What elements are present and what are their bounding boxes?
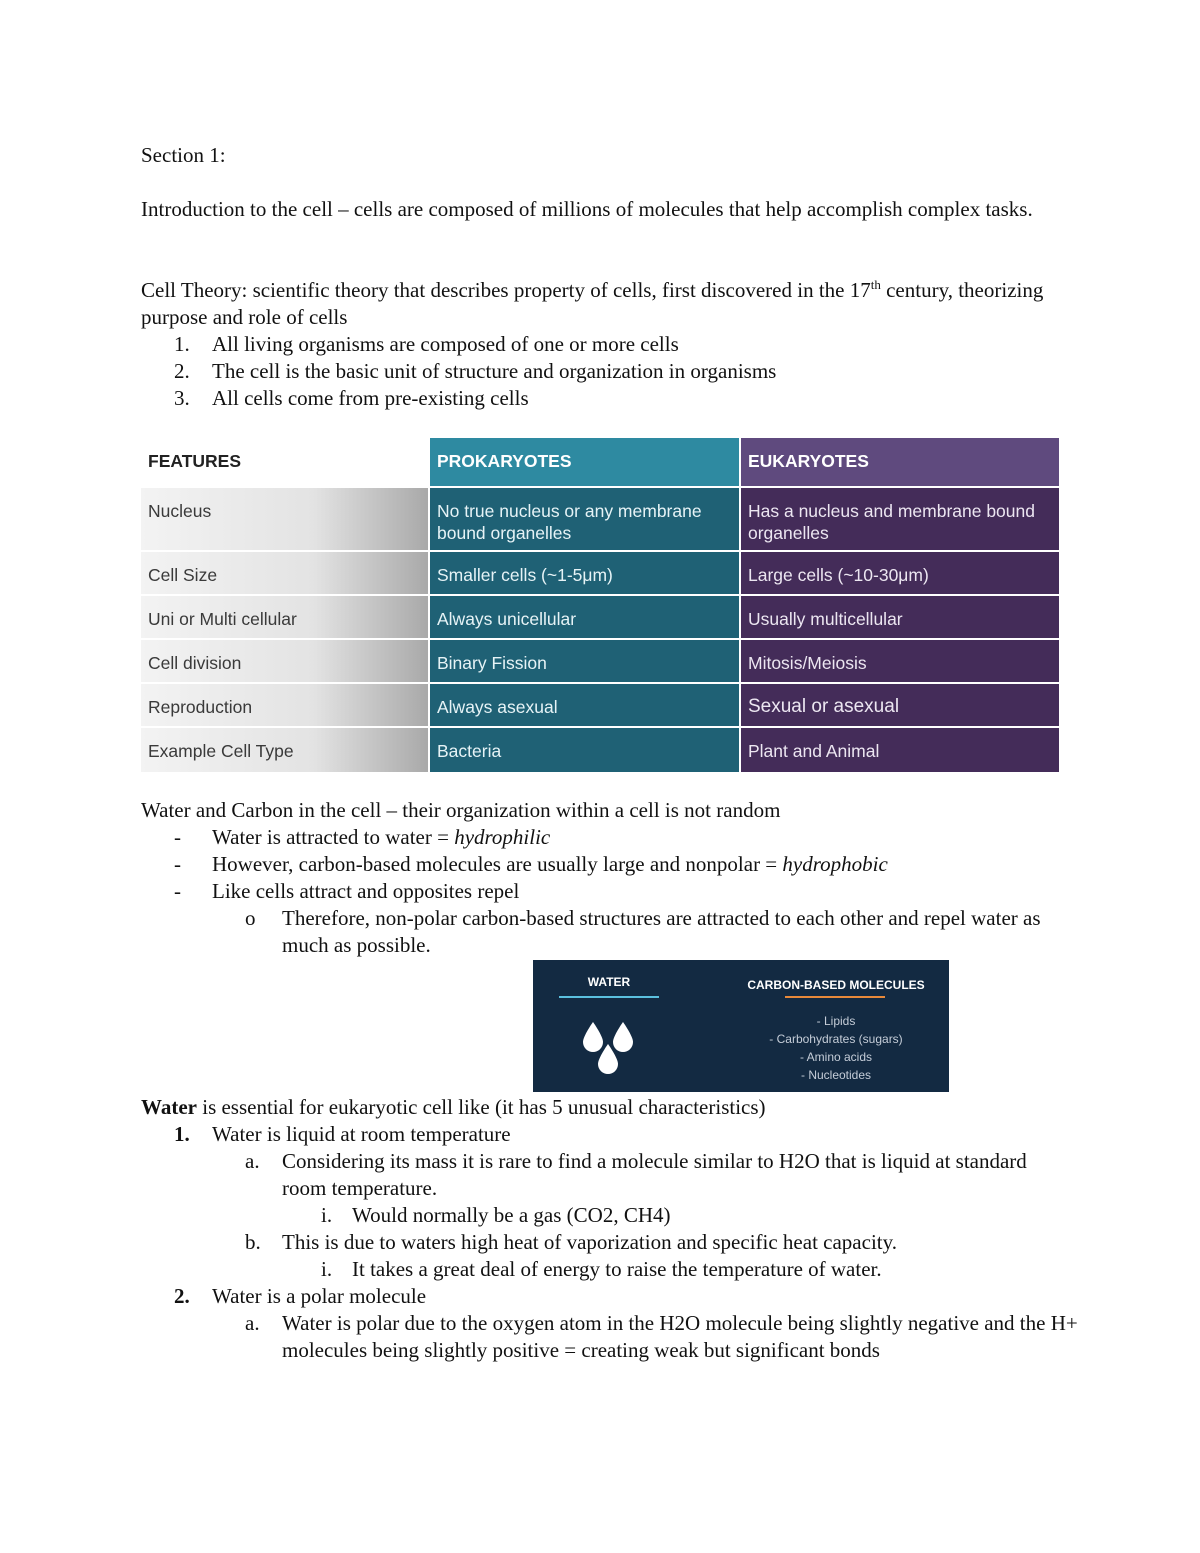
table-row — [141, 551, 1059, 595]
list-marker: b. — [245, 1230, 261, 1254]
water-point-text: Water is a polar molecule — [212, 1284, 427, 1308]
figure-molecule-list — [736, 1012, 936, 1084]
cell-theory-item-text: All cells come from pre-existing cells — [212, 386, 529, 410]
table-cell-feature: Reproduction — [141, 683, 429, 727]
list-marker: 3. — [174, 386, 190, 410]
figure-carbon-underline — [785, 996, 885, 998]
water-carbon-figure — [533, 960, 949, 1092]
table-header-features: FEATURES — [141, 438, 429, 487]
water-subpoint — [141, 1229, 1059, 1256]
water-subpoint — [141, 1148, 1059, 1202]
figure-water-underline — [559, 996, 659, 998]
water-point — [141, 1283, 1059, 1310]
water-carbon-block — [141, 797, 1059, 959]
cell-theory-text-a: Cell Theory: scientific theory that describes property of cells, first discovered in the 17 — [141, 278, 871, 302]
table-cell-prokaryote: Bacteria — [429, 727, 740, 773]
section-title: Section 1: — [141, 143, 226, 167]
figure-molecule-item: - Lipids — [816, 1014, 856, 1028]
list-marker: 2. — [174, 1284, 190, 1308]
bullet-text: Water is attracted to water = — [212, 825, 455, 849]
water-carbon-heading: Water and Carbon in the cell – their organization within a cell is not random — [141, 798, 781, 822]
table-cell-eukaryote: Sexual or asexual — [740, 683, 1059, 727]
water-subpoint-text: Water is polar due to the oxygen atom in the H2O molecule being slightly negative and the H+ molecules being slightly positive = creating weak but significant bonds — [282, 1311, 1078, 1362]
dash-marker: - — [174, 852, 181, 876]
table-cell-eukaryote: Mitosis/Meiosis — [740, 639, 1059, 683]
water-subpoint-text: Considering its mass it is rare to find a molecule similar to H2O that is liquid at standard room temperature. — [282, 1149, 1027, 1200]
cell-theory-text-b: century, theorizing purpose and role of cells — [141, 278, 1044, 329]
list-marker: a. — [245, 1149, 260, 1173]
list-marker: 1. — [174, 1122, 190, 1146]
table-cell-feature: Cell division — [141, 639, 429, 683]
water-subpoint-text: This is due to waters high heat of vaporization and specific heat capacity. — [282, 1230, 897, 1254]
table-cell-prokaryote: Binary Fission — [429, 639, 740, 683]
water-subsubpoint — [141, 1256, 1059, 1283]
water-subsubpoint — [141, 1202, 1059, 1229]
cell-theory-block — [141, 277, 1059, 412]
table-row — [141, 595, 1059, 639]
figure-molecule-item: - Nucleotides — [800, 1068, 872, 1082]
bullet-text: Like cells attract and opposites repel — [212, 879, 520, 903]
table-cell-prokaryote: Smaller cells (~1-5μm) — [429, 551, 740, 595]
figure-water-label: WATER — [587, 975, 631, 989]
bullet-item — [141, 824, 1059, 851]
dash-marker: - — [174, 825, 181, 849]
water-lead-paragraph — [141, 1094, 1059, 1121]
table-cell-feature: Example Cell Type — [141, 727, 429, 773]
comparison-table — [141, 438, 1059, 774]
table-cell-eukaryote: Usually multicellular — [740, 595, 1059, 639]
list-marker: i. — [321, 1257, 333, 1281]
cell-theory-item-text: The cell is the basic unit of structure and organization in organisms — [212, 359, 777, 383]
table-cell-feature: Uni or Multi cellular — [141, 595, 429, 639]
list-marker: 1. — [174, 332, 190, 356]
dash-marker: - — [174, 879, 181, 903]
list-marker: 2. — [174, 359, 190, 383]
water-subsubpoint-text: Would normally be a gas (CO2, CH4) — [352, 1203, 671, 1227]
figure-molecule-item: - Amino acids — [799, 1050, 873, 1064]
table-cell-feature: Cell Size — [141, 551, 429, 595]
figure-carbon-label: CARBON-BASED MOLECULES — [747, 978, 925, 992]
cell-theory-item — [141, 331, 1059, 358]
water-point — [141, 1121, 1059, 1148]
table-row — [141, 727, 1059, 773]
table-header-eukaryotes: EUKARYOTES — [740, 438, 1059, 487]
sub-bullet-text: Therefore, non-polar carbon-based structures are attracted to each other and repel water as much as possible. — [282, 906, 1041, 957]
cell-theory-item — [141, 385, 1059, 412]
table-header-prokaryotes: PROKARYOTES — [429, 438, 740, 487]
table-header-row — [141, 438, 1059, 487]
cell-theory-item — [141, 358, 1059, 385]
table-cell-feature: Nucleus — [141, 487, 429, 551]
list-marker: a. — [245, 1311, 260, 1335]
table-cell-prokaryote: Always unicellular — [429, 595, 740, 639]
circle-marker: o — [245, 906, 256, 930]
water-subsubpoint-text: It takes a great deal of energy to raise the temperature of water. — [352, 1257, 882, 1281]
cell-theory-sup: th — [870, 277, 881, 292]
cell-theory-item-text: All living organisms are composed of one or more cells — [212, 332, 679, 356]
sub-bullet-item — [141, 905, 1059, 959]
bullet-emphasis: hydrophobic — [782, 852, 888, 876]
table-row — [141, 683, 1059, 727]
water-point-text: Water is liquid at room temperature — [212, 1122, 511, 1146]
bullet-emphasis: hydrophilic — [454, 825, 551, 849]
table-cell-eukaryote: Large cells (~10-30μm) — [740, 551, 1059, 595]
table-cell-prokaryote: No true nucleus or any membrane bound organelles — [429, 487, 740, 551]
figure-molecule-item: - Carbohydrates (sugars) — [769, 1032, 903, 1046]
bullet-item — [141, 878, 1059, 905]
list-marker: i. — [321, 1203, 333, 1227]
intro-paragraph: Introduction to the cell – cells are composed of millions of molecules that help accomplish complex tasks. — [141, 197, 1033, 221]
water-section — [141, 1094, 1078, 1364]
water-lead-text: is essential for eukaryotic cell like (it has 5 unusual characteristics) — [196, 1095, 766, 1119]
bullet-item — [141, 851, 1059, 878]
water-subpoint — [141, 1310, 1102, 1364]
cell-theory-paragraph — [141, 277, 1059, 331]
water-lead-bold: Water — [141, 1095, 197, 1119]
table-cell-eukaryote: Has a nucleus and membrane bound organelles — [740, 487, 1059, 551]
table-row — [141, 639, 1059, 683]
table-cell-eukaryote: Plant and Animal — [740, 727, 1059, 773]
table-cell-prokaryote: Always asexual — [429, 683, 740, 727]
bullet-text: However, carbon-based molecules are usually large and nonpolar = — [212, 852, 783, 876]
table-row — [141, 487, 1059, 551]
water-drops-icon — [579, 1018, 639, 1078]
